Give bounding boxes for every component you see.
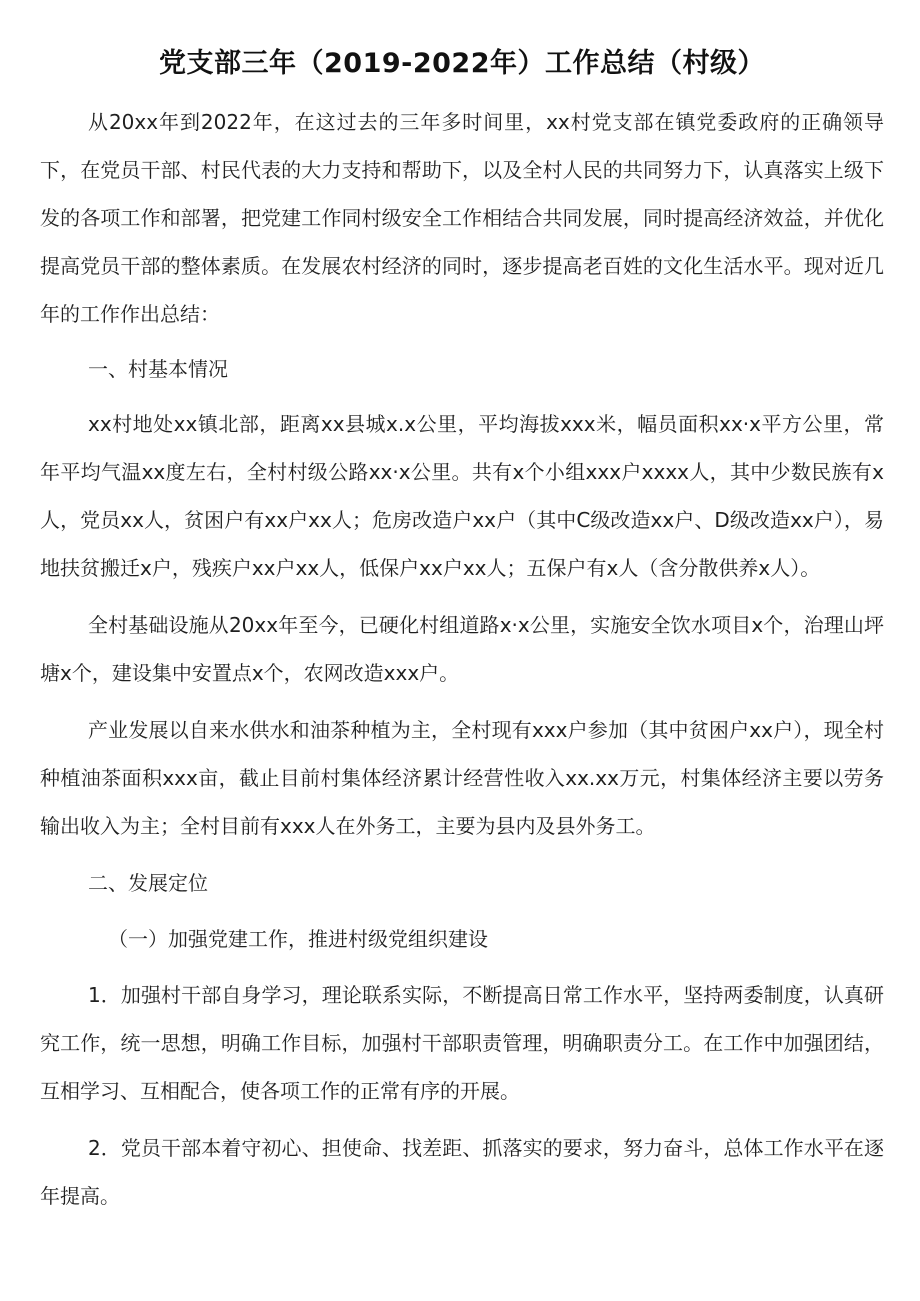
section-heading-basic-info: 一、村基本情况: [88, 357, 228, 381]
subsection-heading-party-building: （一）加强党建工作，推进村级党组织建设: [108, 927, 488, 951]
basic-info-paragraph: xx村地处xx镇北部，距离xx县城x.x公里，平均海拔xxx米，幅员面积xx·x平方公里，常年平均气温xx度左右，全村村级公路xx·x公里。共有x个小组xxx户xxxx人，其中少数民族有x人，党员xx人，贫困户有xx户xx人；危房改造户xx户（其中C级改造xx户、D级改造xx户），易地扶贫搬迁x户，残疾户xx户xx人，低保户xx户xx人；五保户有x人（含分散供养x人）。: [40, 412, 884, 580]
list-item-2: 2．党员干部本着守初心、担使命、找差距、抓落实的要求，努力奋斗，总体工作水平在逐年提高。: [40, 1136, 884, 1208]
infrastructure-paragraph: 全村基础设施从20xx年至今，已硬化村组道路x·x公里，实施安全饮水项目x个，治理山坪塘x个，建设集中安置点x个，农网改造xxx户。: [40, 613, 884, 685]
industry-paragraph: 产业发展以自来水供水和油茶种植为主，全村现有xxx户参加（其中贫困户xx户），现全村种植油茶面积xxx亩，截止目前村集体经济累计经营性收入xx.xx万元，村集体经济主要以劳务输出收入为主；全村目前有xxx人在外务工，主要为县内及县外务工。: [40, 718, 884, 838]
list-item-1: 1．加强村干部自身学习，理论联系实际，不断提高日常工作水平，坚持两委制度，认真研究工作，统一思想，明确工作目标，加强村干部职责管理，明确职责分工。在工作中加强团结，互相学习、互相配合，使各项工作的正常有序的开展。: [40, 983, 884, 1103]
intro-paragraph: 从20xx年到2022年，在这过去的三年多时间里，xx村党支部在镇党委政府的正确领导下，在党员干部、村民代表的大力支持和帮助下，以及全村人民的共同努力下，认真落实上级下发的各项工作和部署，把党建工作同村级安全工作相结合共同发展，同时提高经济效益，并优化提高党员干部的整体素质。在发展农村经济的同时，逐步提高老百姓的文化生活水平。现对近几年的工作作出总结：: [40, 110, 884, 326]
document-title: 党支部三年（2019-2022年）工作总结（村级）: [159, 48, 765, 79]
section-heading-development: 二、发展定位: [88, 871, 208, 895]
